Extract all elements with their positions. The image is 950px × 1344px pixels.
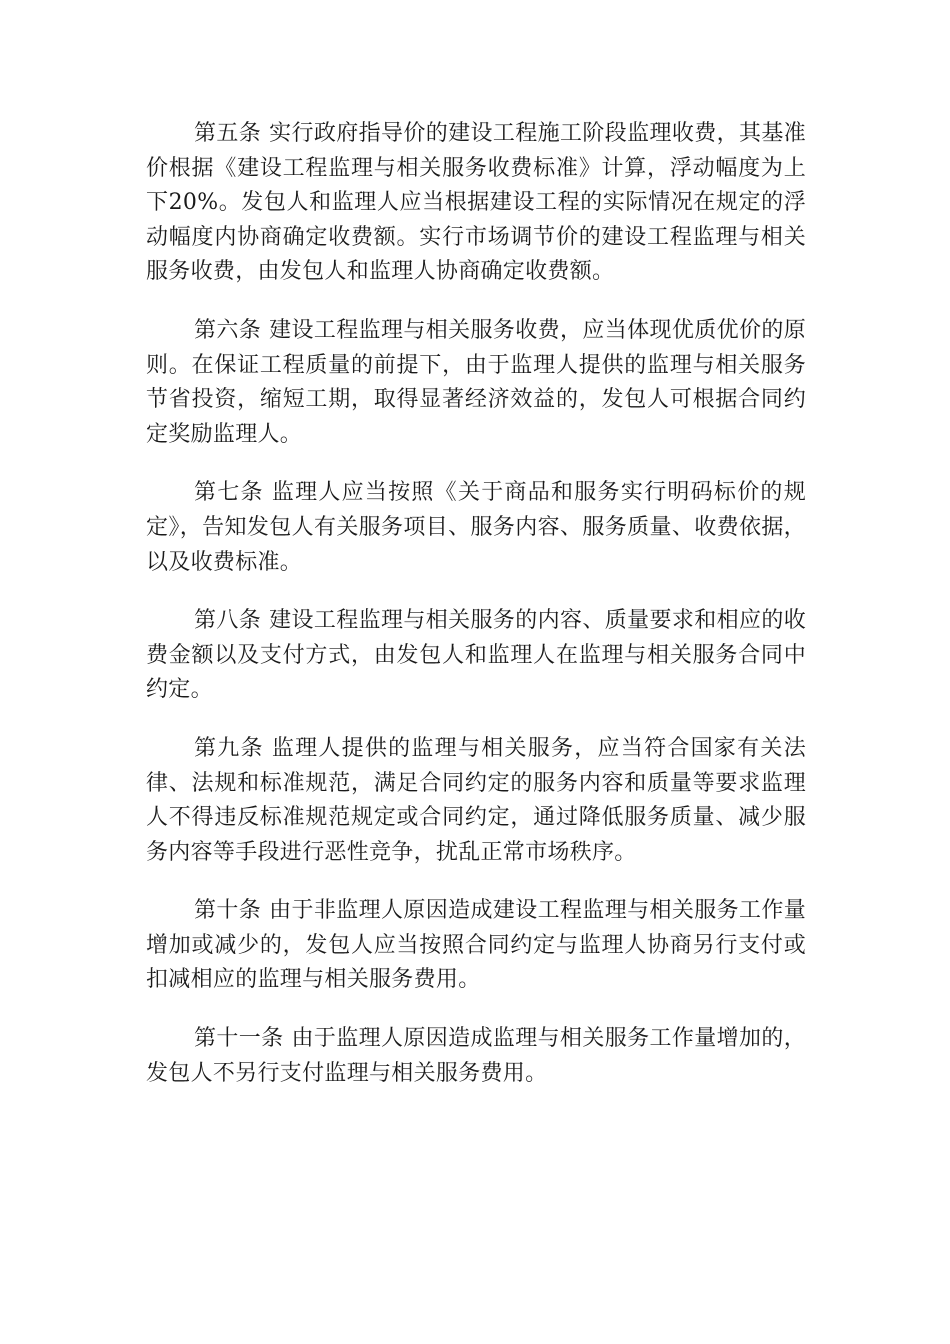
article-5: [146, 117, 806, 290]
article-text: 建设工程监理与相关服务收费，应当体现优质优价的原则。在保证工程质量的前提下，由于监理人提供的监理与相关服务节省投资，缩短工期，取得显著经济效益的，发包人可根据合同约定奖励监理人。: [146, 317, 806, 447]
article-text: 建设工程监理与相关服务的内容、质量要求和相应的收费金额以及支付方式，由发包人和监理人在监理与相关服务合同中约定。: [146, 608, 806, 703]
article-number: 第十一条: [194, 1026, 284, 1052]
article-text: 由于监理人原因造成监理与相关服务工作量增加的，发包人不另行支付监理与相关服务费用。: [146, 1026, 807, 1086]
article-10: [146, 894, 806, 998]
article-8: [146, 604, 806, 708]
article-number: 第八条: [194, 608, 262, 634]
article-6: [146, 314, 806, 452]
article-number: 第七条: [194, 480, 264, 506]
article-number: 第十条: [194, 898, 262, 924]
article-number: 第九条: [194, 735, 264, 761]
article-text: 由于非监理人原因造成建设工程监理与相关服务工作量增加或减少的，发包人应当按照合同约定与监理人协商另行支付或扣减相应的监理与相关服务费用。: [146, 898, 806, 993]
article-text: 实行政府指导价的建设工程施工阶段监理收费，其基准价根据《建设工程监理与相关服务收费标准》计算，浮动幅度为上下20%。发包人和监理人应当根据建设工程的实际情况在规定的浮动幅度内协商确定收费额。实行市场调节价的建设工程监理与相关服务收费，由发包人和监理人协商确定收费额。: [146, 121, 806, 285]
article-text: 监理人应当按照《关于商品和服务实行明码标价的规定》，告知发包人有关服务项目、服务内容、服务质量、收费依据，以及收费标准。: [146, 480, 806, 575]
article-9: [146, 732, 806, 870]
article-number: 第六条: [194, 317, 262, 343]
article-number: 第五条: [194, 121, 262, 146]
article-11: [146, 1022, 806, 1091]
article-text: 监理人提供的监理与相关服务，应当符合国家有关法律、法规和标准规范，满足合同约定的服务内容和质量等要求监理人不得违反标准规范规定或合同约定，通过降低服务质量、减少服务内容等手段进行恶性竞争，扰乱正常市场秩序。: [146, 735, 806, 865]
document-body: [146, 117, 806, 1115]
article-7: [146, 476, 806, 580]
